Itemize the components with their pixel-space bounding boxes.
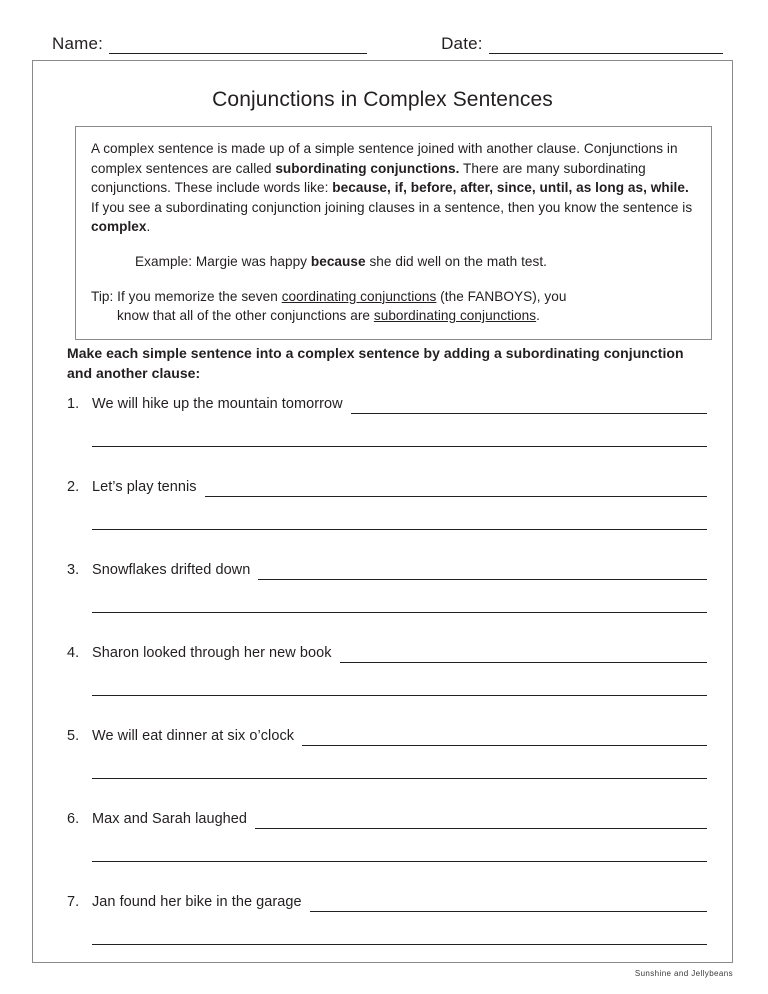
question-item-6 [67, 809, 707, 892]
tip-text-1: If you memorize the seven [113, 288, 282, 304]
answer-line-2[interactable] [92, 944, 707, 945]
answer-line-1[interactable] [302, 729, 707, 746]
answer-line-1[interactable] [351, 397, 707, 414]
question-item-2 [67, 477, 707, 560]
question-number: 6. [67, 811, 80, 827]
tip-text-4: . [536, 308, 540, 324]
question-first-line [67, 394, 707, 414]
question-number: 7. [67, 894, 80, 910]
tip-label: Tip: [91, 288, 114, 304]
question-text: Max and Sarah laughed [92, 811, 248, 827]
question-first-line [67, 892, 707, 912]
date-field[interactable] [441, 34, 723, 54]
explanation-text-3: If you see a subordinating conjunction joining clauses in a sentence, then you know the sentence is [91, 199, 693, 215]
question-number: 2. [67, 479, 80, 495]
question-number: 5. [67, 728, 80, 744]
explanation-bold-2: because, if, before, after, since, until, as long as, while. [332, 180, 689, 196]
question-first-line [67, 477, 707, 497]
question-text: Snowflakes drifted down [92, 562, 251, 578]
question-text: Jan found her bike in the garage [92, 894, 302, 910]
explanation-text-4: . [146, 219, 151, 235]
question-number: 1. [67, 396, 80, 412]
question-text: We will eat dinner at six o’clock [92, 728, 295, 744]
explanation-bold-3: complex [91, 219, 147, 235]
question-item-1 [67, 394, 707, 477]
name-field[interactable] [52, 34, 367, 54]
date-label: Date: [441, 34, 483, 53]
question-text: We will hike up the mountain tomorrow [92, 396, 343, 412]
explanation-paragraph [91, 139, 696, 237]
example-bold-conjunction: because [310, 253, 366, 269]
question-text: Sharon looked through her new book [92, 645, 332, 661]
answer-line-2[interactable] [92, 612, 707, 613]
answer-line-2[interactable] [92, 446, 707, 447]
question-list [67, 394, 707, 975]
explanation-text-1: A complex sentence is made up of a simple sentence joined with another clause. Conjunctions in complex sentences are called [91, 141, 678, 176]
question-item-5 [67, 726, 707, 809]
question-text: Let’s play tennis [92, 479, 197, 495]
question-first-line [67, 560, 707, 580]
footer-credit: Sunshine and Jellybeans [634, 969, 733, 978]
answer-line-1[interactable] [258, 563, 707, 580]
directions-text: Make each simple sentence into a complex sentence by adding a subordinating conjunction and another clause: [67, 345, 684, 381]
tip-underline-subordinating: subordinating conjunctions [373, 308, 537, 324]
tip-line [91, 287, 696, 326]
example-line [91, 252, 696, 272]
example-text-2: she did well on the math test. [365, 253, 548, 269]
answer-line-1[interactable] [205, 480, 707, 497]
answer-line-1[interactable] [340, 646, 707, 663]
tip-text-3: know that all of the other conjunctions are [117, 308, 374, 324]
answer-line-2[interactable] [92, 529, 707, 530]
question-item-7 [67, 892, 707, 975]
worksheet-frame [32, 60, 733, 963]
question-item-3 [67, 560, 707, 643]
example-text-1: Margie was happy [192, 253, 311, 269]
answer-line-2[interactable] [92, 778, 707, 779]
question-item-4 [67, 643, 707, 726]
tip-text-2: (the FANBOYS), you [436, 288, 567, 304]
answer-line-1[interactable] [310, 895, 707, 912]
question-first-line [67, 726, 707, 746]
question-number: 3. [67, 562, 80, 578]
answer-line-1[interactable] [255, 812, 707, 829]
question-first-line [67, 809, 707, 829]
explanation-box [75, 126, 712, 340]
question-first-line [67, 643, 707, 663]
page-title: Conjunctions in Complex Sentences [212, 88, 553, 111]
example-label: Example: [135, 253, 193, 269]
question-number: 4. [67, 645, 80, 661]
tip-line-2 [91, 306, 696, 326]
tip-underline-coordinating: coordinating conjunctions [281, 288, 437, 304]
name-write-line[interactable] [109, 36, 367, 54]
explanation-bold-1: subordinating conjunctions. [275, 160, 460, 176]
date-write-line[interactable] [489, 36, 723, 54]
answer-line-2[interactable] [92, 861, 707, 862]
name-date-row [52, 28, 716, 54]
answer-line-2[interactable] [92, 695, 707, 696]
explanation-text-2: There are many subordinating conjunctions. These include words like: [91, 160, 646, 196]
name-label: Name: [52, 34, 104, 53]
